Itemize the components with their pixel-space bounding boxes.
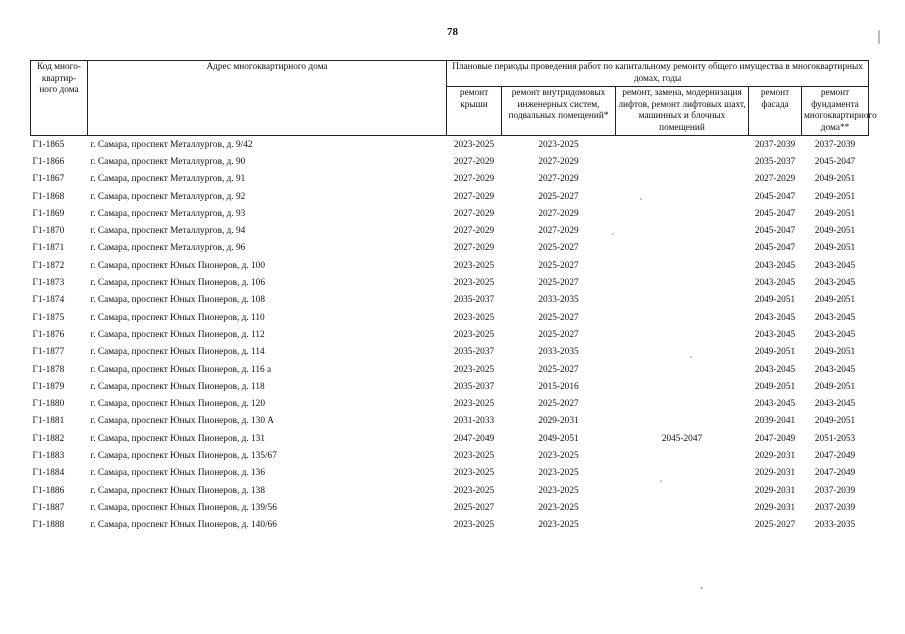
row-systems-period: 2023-2025	[538, 502, 579, 513]
row-elevators-period	[616, 309, 749, 326]
table-row	[31, 378, 869, 395]
row-facade-period: 2029-2031	[754, 468, 796, 479]
row-foundation-period: 2043-2045	[814, 260, 856, 271]
row-foundation-period: 2045-2047	[814, 156, 856, 167]
table-row	[31, 413, 869, 430]
row-roof-period: 2035-2037	[453, 295, 495, 306]
row-code: Г1-1881	[32, 416, 65, 427]
row-foundation-period: 2037-2039	[814, 502, 856, 513]
row-roof-period: 2023-2025	[453, 329, 495, 340]
row-systems-period: 2027-2029	[538, 208, 579, 219]
header-code: Код много-квартир-ного дома	[31, 61, 88, 136]
row-roof-period: 2023-2025	[453, 312, 495, 323]
row-facade-period: 2039-2041	[754, 416, 796, 427]
table-row	[31, 222, 869, 239]
header-address: Адрес многоквартирного дома	[88, 61, 447, 136]
row-elevators-period	[616, 413, 749, 430]
table-header	[31, 61, 877, 136]
row-systems-period: 2027-2029	[538, 174, 579, 185]
row-foundation-period: 2049-2051	[814, 243, 856, 254]
row-facade-period: 2037-2039	[754, 139, 796, 150]
row-systems-period: 2049-2051	[538, 433, 579, 444]
row-roof-period: 2023-2025	[453, 260, 495, 271]
row-code: Г1-1886	[32, 485, 65, 496]
row-elevators-period	[616, 222, 749, 239]
row-foundation-period: 2051-2053	[814, 433, 856, 444]
header-foundation: ремонт фундамента многоквартирного дома**	[802, 87, 869, 136]
row-foundation-period: 2043-2045	[814, 399, 856, 410]
table-row	[31, 136, 869, 154]
header-facade: ремонт фасада	[749, 87, 802, 136]
table-row	[31, 153, 869, 170]
row-foundation-period: 2037-2039	[814, 485, 856, 496]
row-code: Г1-1882	[32, 433, 65, 444]
row-systems-period: 2025-2027	[538, 364, 579, 375]
row-facade-period: 2043-2045	[754, 329, 796, 340]
row-code: Г1-1876	[32, 329, 65, 340]
row-elevators-period	[616, 395, 749, 412]
row-foundation-period: 2049-2051	[814, 191, 856, 202]
row-elevators-period	[616, 378, 749, 395]
row-address: г. Самара, проспект Юных Пионеров, д. 138	[90, 485, 265, 496]
table-row	[31, 499, 869, 516]
table-row	[31, 517, 869, 534]
row-address: г. Самара, проспект Юных Пионеров, д. 114	[90, 347, 265, 358]
row-roof-period: 2031-2033	[453, 416, 495, 427]
row-address: г. Самара, проспект Металлургов, д. 94	[90, 226, 246, 237]
row-foundation-period: 2049-2051	[814, 226, 856, 237]
row-elevators-period	[616, 361, 749, 378]
row-address: г. Самара, проспект Юных Пионеров, д. 120	[90, 399, 265, 410]
row-facade-period: 2029-2031	[754, 450, 796, 461]
row-facade-period: 2027-2029	[754, 174, 796, 185]
row-address: г. Самара, проспект Юных Пионеров, д. 108	[90, 295, 265, 306]
row-code: Г1-1875	[32, 312, 65, 323]
row-facade-period: 2049-2051	[754, 295, 796, 306]
row-address: г. Самара, проспект Юных Пионеров, д. 130 А	[90, 416, 275, 427]
row-foundation-period: 2043-2045	[814, 329, 856, 340]
row-roof-period: 2023-2025	[453, 468, 495, 479]
row-code: Г1-1883	[32, 450, 65, 461]
header-periods: Плановые периоды проведения работ по капитальному ремонту общего имущества в многоквартирных домах, годы	[447, 61, 869, 87]
row-elevators-period	[616, 240, 749, 257]
row-address: г. Самара, проспект Юных Пионеров, д. 131	[90, 433, 265, 444]
row-systems-period: 2025-2027	[538, 278, 579, 289]
row-facade-period: 2043-2045	[754, 260, 796, 271]
row-roof-period: 2027-2029	[453, 156, 495, 167]
row-elevators-period	[616, 465, 749, 482]
row-foundation-period: 2049-2051	[814, 295, 856, 306]
row-systems-period: 2023-2025	[538, 520, 579, 531]
row-code: Г1-1867	[32, 174, 65, 185]
row-foundation-period: 2043-2045	[814, 312, 856, 323]
row-code: Г1-1880	[32, 399, 65, 410]
row-roof-period: 2027-2029	[453, 208, 495, 219]
row-elevators-period	[616, 344, 749, 361]
row-foundation-period: 2037-2039	[814, 139, 856, 150]
row-foundation-period: 2049-2051	[814, 347, 856, 358]
row-systems-period: 2015-2016	[538, 381, 579, 392]
row-elevators-period	[616, 292, 749, 309]
row-code: Г1-1877	[32, 347, 65, 358]
row-code: Г1-1874	[32, 295, 65, 306]
row-systems-period: 2033-2035	[538, 347, 579, 358]
row-address: г. Самара, проспект Металлургов, д. 96	[90, 243, 246, 254]
row-roof-period: 2023-2025	[453, 364, 495, 375]
row-code: Г1-1887	[32, 502, 65, 513]
header-systems: ремонт внутридомовых инженерных систем, подвальных помещений*	[502, 87, 616, 136]
table-body	[31, 136, 869, 534]
row-foundation-period: 2047-2049	[814, 450, 856, 461]
row-roof-period: 2023-2025	[453, 139, 495, 150]
row-code: Г1-1884	[32, 468, 65, 479]
row-facade-period: 2035-2037	[754, 156, 796, 167]
row-address: г. Самара, проспект Металлургов, д. 91	[90, 174, 246, 185]
row-code: Г1-1870	[32, 226, 65, 237]
table-row	[31, 274, 869, 291]
row-roof-period: 2047-2049	[453, 433, 495, 444]
row-facade-period: 2047-2049	[754, 433, 796, 444]
row-roof-period: 2035-2037	[453, 347, 495, 358]
row-elevators-period	[616, 274, 749, 291]
row-elevators-period	[616, 482, 749, 499]
row-code: Г1-1878	[32, 364, 65, 375]
table-row	[31, 326, 869, 343]
row-address: г. Самара, проспект Юных Пионеров, д. 139/56	[90, 502, 277, 513]
row-elevators-period	[616, 205, 749, 222]
row-foundation-period: 2047-2049	[814, 468, 856, 479]
row-systems-period: 2023-2025	[538, 450, 579, 461]
row-facade-period: 2043-2045	[754, 278, 796, 289]
row-roof-period: 2027-2029	[453, 174, 495, 185]
table-row	[31, 447, 869, 464]
row-address: г. Самара, проспект Металлургов, д. 9/42	[90, 139, 253, 150]
header-elevators: ремонт, замена, модернизация лифтов, ремонт лифтовых шахт, машинных и блочных помещений	[616, 87, 749, 136]
row-elevators-period	[616, 517, 749, 534]
row-systems-period: 2025-2027	[538, 399, 579, 410]
row-systems-period: 2023-2025	[538, 485, 579, 496]
row-elevators-period	[616, 153, 749, 170]
table-row	[31, 344, 869, 361]
row-systems-period: 2027-2029	[538, 156, 579, 167]
row-systems-period: 2033-2035	[538, 295, 579, 306]
table-row	[31, 395, 869, 412]
row-address: г. Самара, проспект Юных Пионеров, д. 116 а	[90, 364, 272, 375]
row-foundation-period: 2049-2051	[814, 174, 856, 185]
row-roof-period: 2023-2025	[453, 278, 495, 289]
row-facade-period: 2049-2051	[754, 347, 796, 358]
row-address: г. Самара, проспект Юных Пионеров, д. 136	[90, 468, 265, 479]
row-facade-period: 2049-2051	[754, 381, 796, 392]
row-facade-period: 2045-2047	[754, 243, 796, 254]
row-facade-period: 2043-2045	[754, 312, 796, 323]
row-systems-period: 2025-2027	[538, 191, 579, 202]
row-systems-period: 2025-2027	[538, 312, 579, 323]
row-foundation-period: 2049-2051	[814, 208, 856, 219]
row-code: Г1-1868	[32, 191, 65, 202]
row-address: г. Самара, проспект Металлургов, д. 92	[90, 191, 246, 202]
row-systems-period: 2025-2027	[538, 260, 579, 271]
table-row	[31, 482, 869, 499]
table-row	[31, 171, 869, 188]
scan-speck	[690, 356, 692, 358]
scan-speck	[640, 198, 642, 200]
scan-speck	[660, 480, 662, 482]
row-elevators-period	[616, 447, 749, 464]
scan-speck	[612, 233, 614, 235]
row-facade-period: 2029-2031	[754, 485, 796, 496]
row-facade-period: 2045-2047	[754, 208, 796, 219]
row-code: Г1-1866	[32, 156, 65, 167]
row-code: Г1-1869	[32, 208, 65, 219]
row-facade-period: 2045-2047	[754, 191, 796, 202]
row-facade-period: 2025-2027	[754, 520, 796, 531]
row-facade-period: 2029-2031	[754, 502, 796, 513]
row-systems-period: 2023-2025	[538, 468, 579, 479]
row-code: Г1-1879	[32, 381, 65, 392]
row-code: Г1-1873	[32, 278, 65, 289]
row-systems-period: 2025-2027	[538, 329, 579, 340]
row-facade-period: 2045-2047	[754, 226, 796, 237]
row-address: г. Самара, проспект Металлургов, д. 93	[90, 208, 246, 219]
row-facade-period: 2043-2045	[754, 399, 796, 410]
scan-speck	[700, 587, 703, 589]
scan-speck	[878, 30, 880, 44]
row-address: г. Самара, проспект Юных Пионеров, д. 112	[90, 329, 265, 340]
row-systems-period: 2027-2029	[538, 226, 579, 237]
table-row	[31, 205, 869, 222]
table-row	[31, 188, 869, 205]
page-number: 78	[447, 26, 458, 38]
row-address: г. Самара, проспект Юных Пионеров, д. 118	[90, 381, 265, 392]
row-roof-period: 2023-2025	[453, 399, 495, 410]
table-row	[31, 361, 869, 378]
table-row	[31, 240, 869, 257]
row-roof-period: 2027-2029	[453, 243, 495, 254]
row-roof-period: 2025-2027	[453, 502, 495, 513]
table-row	[31, 292, 869, 309]
row-systems-period: 2023-2025	[538, 139, 579, 150]
row-address: г. Самара, проспект Юных Пионеров, д. 100	[90, 260, 265, 271]
row-address: г. Самара, проспект Юных Пионеров, д. 106	[90, 278, 265, 289]
row-foundation-period: 2033-2035	[814, 520, 856, 531]
row-code: Г1-1888	[32, 520, 65, 531]
row-systems-period: 2029-2031	[538, 416, 579, 427]
repair-schedule-table	[30, 60, 877, 534]
row-code: Г1-1865	[32, 139, 65, 150]
row-elevators-period	[616, 257, 749, 274]
table-row	[31, 430, 869, 447]
row-roof-period: 2023-2025	[453, 450, 495, 461]
row-foundation-period: 2049-2051	[814, 381, 856, 392]
table-row	[31, 309, 869, 326]
row-elevators-period	[616, 136, 749, 154]
row-roof-period: 2023-2025	[453, 485, 495, 496]
row-code: Г1-1871	[32, 243, 65, 254]
table-row	[31, 257, 869, 274]
row-elevators-period: 2045-2047	[661, 433, 703, 444]
header-roof: ремонт крыши	[447, 87, 502, 136]
row-facade-period: 2043-2045	[754, 364, 796, 375]
row-elevators-period	[616, 188, 749, 205]
row-roof-period: 2023-2025	[453, 520, 495, 531]
row-elevators-period	[616, 171, 749, 188]
row-roof-period: 2027-2029	[453, 191, 495, 202]
row-foundation-period: 2043-2045	[814, 364, 856, 375]
row-roof-period: 2035-2037	[453, 381, 495, 392]
row-foundation-period: 2049-2051	[814, 416, 856, 427]
row-address: г. Самара, проспект Юных Пионеров, д. 110	[90, 312, 265, 323]
table-row	[31, 465, 869, 482]
row-systems-period: 2025-2027	[538, 243, 579, 254]
row-address: г. Самара, проспект Юных Пионеров, д. 135/67	[90, 450, 277, 461]
row-roof-period: 2027-2029	[453, 226, 495, 237]
row-foundation-period: 2043-2045	[814, 278, 856, 289]
row-code: Г1-1872	[32, 260, 65, 271]
row-address: г. Самара, проспект Металлургов, д. 90	[90, 156, 246, 167]
row-elevators-period	[616, 499, 749, 516]
row-elevators-period	[616, 326, 749, 343]
row-address: г. Самара, проспект Юных Пионеров, д. 140/66	[90, 520, 277, 531]
